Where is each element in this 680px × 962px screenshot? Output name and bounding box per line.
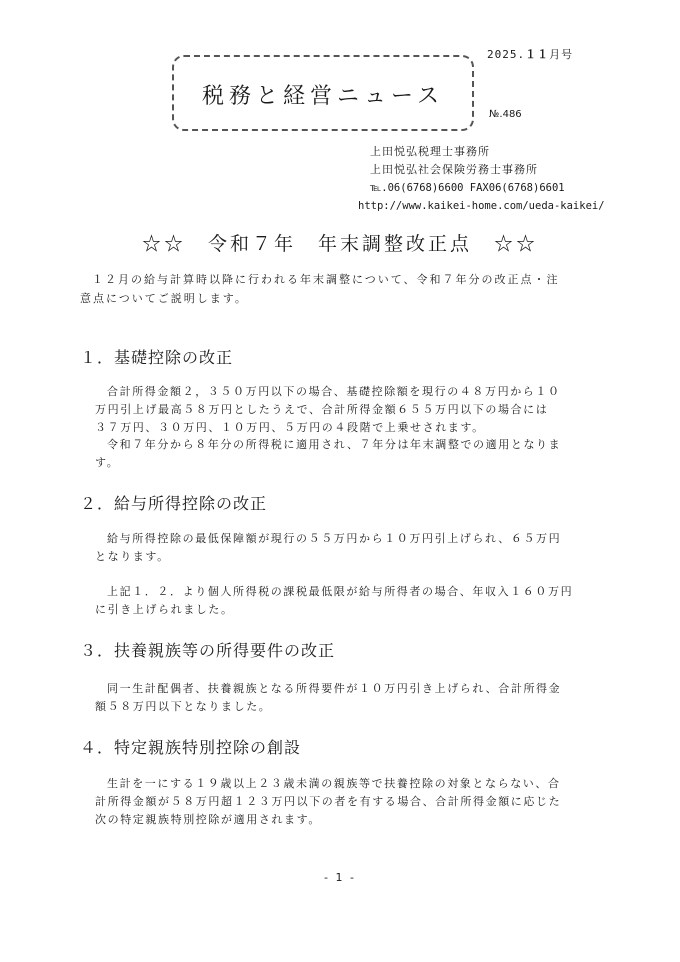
section-1-paragraph-1 (95, 383, 630, 437)
section-4-paragraph-1 (95, 775, 630, 829)
page-number: - 1 - (324, 871, 356, 884)
intro-line-1: １２月の給与計算時以降に行われる年末調整について、令和７年分の改正点・注 (92, 273, 560, 286)
section-2-p1-line-1: 給与所得控除の最低保障額が現行の５５万円から１０万円引上げられ、６５万円 (107, 532, 562, 545)
section-2-heading: ２．給与所得控除の改正 (80, 494, 268, 513)
section-3-p1-line-2: 額５８万円以下となりました。 (95, 700, 272, 713)
newsletter-title: 税務と経営ニュース (202, 84, 444, 109)
section-1-paragraph-2 (95, 436, 630, 472)
intro-paragraph (80, 270, 625, 308)
issue-year: 2025. (487, 48, 526, 61)
section-4-p1-line-1: 生計を一にする１９歳以上２３歳未満の親族等で扶養控除の対象とならない、合 (107, 777, 561, 790)
intro-line-2: 意点についてご説明します。 (80, 292, 248, 305)
office-phone-fax: ℡.06(6768)6600 FAX06(6768)6601 (370, 182, 565, 194)
section-4-p1-line-2: 計所得金額が５８万円超１２３万円以下の者を有する場合、合計所得金額に応じた (95, 795, 562, 808)
section-1-p1-line-3: ３７万円、３０万円、１０万円、５万円の４段階で上乗せされます。 (95, 421, 485, 434)
issue-suffix: 月号 (549, 48, 574, 61)
section-2-p2-line-1: 上記１．２．より個人所得税の課税最低限が給与所得者の場合、年収入１６０万円 (107, 585, 574, 598)
section-2-p1-line-2: となります。 (95, 550, 170, 563)
section-1-p1-line-1: 合計所得金額２，３５０万円以下の場合、基礎控除額を現行の４８万円から１０ (107, 385, 561, 398)
section-3-paragraph-1 (95, 680, 630, 716)
section-1-p2-line-2: す。 (95, 456, 120, 469)
section-4-heading: ４．特定親族特別控除の創設 (80, 738, 302, 757)
section-2-paragraph-2 (95, 583, 630, 619)
section-3-heading: ３．扶養親族等の所得要件の改正 (80, 641, 336, 660)
section-4-p1-line-3: 次の特定親族特別控除が適用されます。 (95, 813, 321, 826)
section-1-heading: １．基礎控除の改正 (80, 348, 234, 367)
section-2-paragraph-1 (95, 530, 630, 566)
office-name-tax: 上田悦弘税理士事務所 (370, 145, 490, 158)
office-url[interactable]: http://www.kaikei-home.com/ueda-kaikei/ (358, 200, 605, 212)
issue-date (487, 46, 573, 62)
office-name-labor: 上田悦弘社会保険労務士事務所 (370, 163, 538, 176)
office-info (358, 143, 605, 215)
issue-number: №.486 (489, 109, 522, 120)
section-1-p1-line-2: 万円引上げ最高５８万円としたうえで、合計所得金額６５５万円以下の場合には (95, 403, 549, 416)
newsletter-title-frame (172, 55, 474, 131)
section-2-p2-line-2: に引き上げられました。 (95, 603, 234, 616)
section-3-p1-line-1: 同一生計配偶者、扶養親族となる所得要件が１０万円引き上げられ、合計所得金 (107, 682, 562, 695)
issue-month: １１ (525, 48, 550, 61)
main-title: ☆☆ 令和７年 年末調整改正点 ☆☆ (141, 233, 538, 255)
section-1-p2-line-1: 令和７年分から８年分の所得税に適用され、７年分は年末調整での適用となりま (107, 438, 562, 451)
